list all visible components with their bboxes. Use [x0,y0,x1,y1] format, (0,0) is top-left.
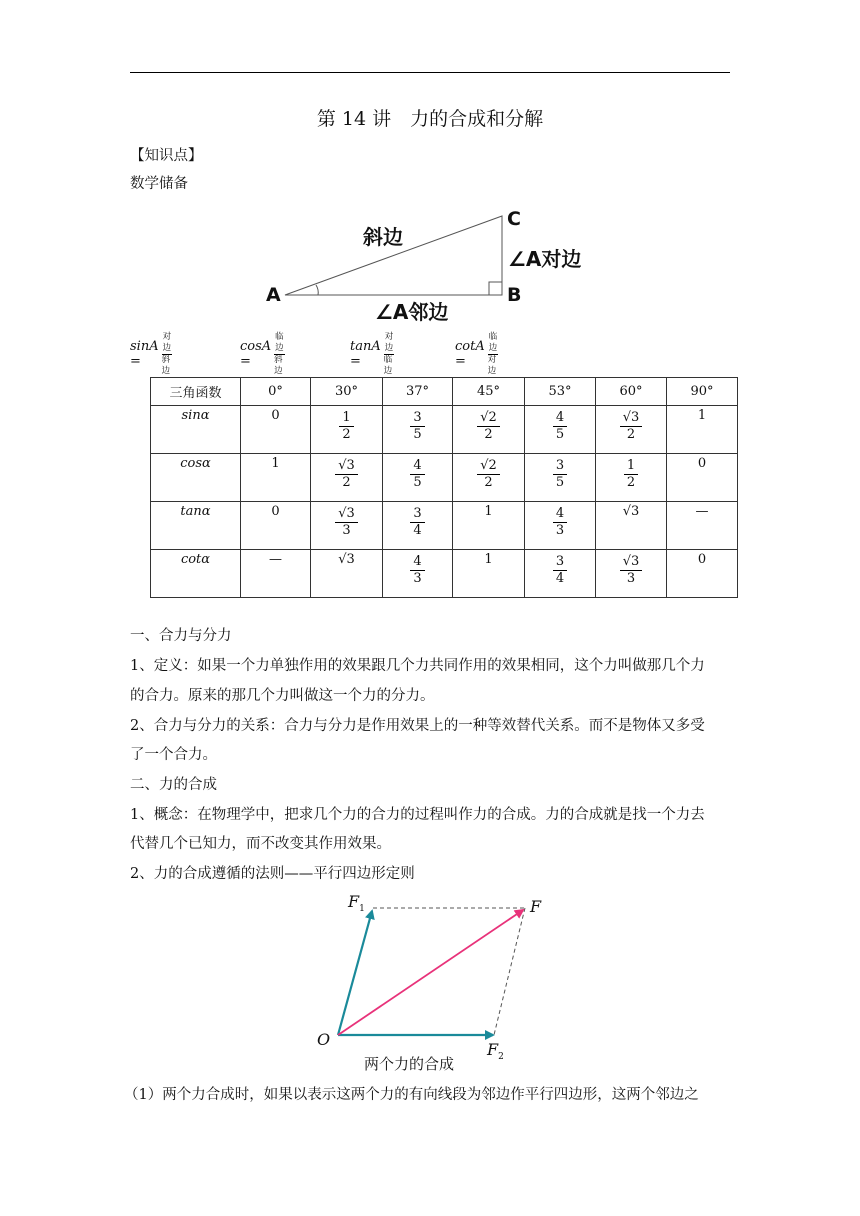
fraction-value: $\frac{4}{5}$ [410,458,424,491]
cos-formula: cosA = 临边 斜边 [240,331,284,376]
table-cell [311,502,383,550]
table-row-function: cotα [151,550,241,598]
fraction-value: $\frac{1}{2}$ [624,458,638,491]
section-heading-1: 一、合力与分力 [130,628,232,644]
table-row [151,550,738,598]
table-cell: 0 [667,454,738,502]
table-cell [525,502,596,550]
table-cell: 1 [453,502,525,550]
cot-formula: cotA = 临边 对边 [455,331,498,376]
opposite-side-label: ∠A对边 [508,247,582,271]
fraction-value: $\frac{3}{4}$ [410,506,424,539]
table-cell [311,406,383,454]
fraction-value: $\frac{√3}{2}$ [335,458,358,491]
f1-label: $F_1$ [348,892,365,915]
hypotenuse-label: 斜边 [363,225,403,249]
fraction-value: $\frac{4}{3}$ [410,554,424,587]
table-cell [525,454,596,502]
table-cell [383,454,453,502]
fraction-value: $\frac{3}{5}$ [410,410,424,443]
table-cell [525,550,596,598]
tan-formula: tanA = 对边 临边 [350,331,394,376]
fraction-value: $\frac{√2}{2}$ [477,458,500,491]
fraction-value: $\frac{4}{5}$ [553,410,567,443]
fraction-value: $\frac{√3}{3}$ [620,554,643,587]
table-cell [453,406,525,454]
table-cell [383,406,453,454]
table-cell: — [241,550,311,598]
table-header-angle: 60° [596,378,667,406]
table-cell: 1 [241,454,311,502]
section-tag: 【知识点】 [130,148,203,164]
table-cell: 0 [667,550,738,598]
table-header-label: 三角函数 [151,378,241,406]
table-cell [596,454,667,502]
resultant-vector [338,910,523,1035]
table-row-function: cosα [151,454,241,502]
fraction-value: $\frac{4}{3}$ [553,506,567,539]
table-header-angle: 0° [241,378,311,406]
vertex-a-label: A [266,284,281,306]
fraction-value: $\frac{3}{4}$ [553,554,567,587]
table-cell: 0 [241,502,311,550]
table-cell: 1 [667,406,738,454]
table-header-angle: 53° [525,378,596,406]
table-cell [311,454,383,502]
table-row [151,406,738,454]
rule-line: 2、力的合成遵循的法则——平行四边形定则 [130,866,415,882]
fraction-value: $\frac{√2}{2}$ [477,410,500,443]
concept-line-1: 1、概念：在物理学中，把求几个力的合力的过程叫作力的合成。力的合成就是找一个力去 [130,807,705,823]
resultant-label: F [530,897,542,916]
table-cell [525,406,596,454]
table-cell: 0 [241,406,311,454]
table-cell: — [667,502,738,550]
table-cell: 1 [453,550,525,598]
table-row-function: sinα [151,406,241,454]
table-header-angle: 37° [383,378,453,406]
fraction-value: $\frac{3}{5}$ [553,458,567,491]
table-header-angle: 45° [453,378,525,406]
adjacent-side-label: ∠A邻边 [375,300,449,324]
table-row [151,502,738,550]
trig-value-table [150,377,738,598]
right-triangle-diagram [0,0,860,340]
f2-label: $F_2$ [487,1040,504,1063]
table-cell: √3 [311,550,383,598]
definition-line-1: 1、定义：如果一个力单独作用的效果跟几个力共同作用的效果相同，这个力叫做那几个力 [130,658,705,674]
table-cell: √3 [596,502,667,550]
section-heading-2: 二、力的合成 [130,777,217,793]
concept-line-2: 代替几个已知力，而不改变其作用效果。 [130,836,391,852]
relation-line-1: 2、合力与分力的关系：合力与分力是作用效果上的一种等效替代关系。而不是物体又多受 [130,718,705,734]
table-header-angle: 30° [311,378,383,406]
fraction-value: $\frac{√3}{2}$ [620,410,643,443]
table-row [151,454,738,502]
fraction-value: $\frac{√3}{3}$ [335,506,358,539]
sin-formula: sinA = 对边 斜边 [130,331,172,376]
table-cell [383,502,453,550]
origin-label: O [317,1030,331,1049]
table-cell [383,550,453,598]
diagram-caption: 两个力的合成 [364,1055,455,1073]
math-prep-heading: 数学储备 [130,176,188,192]
definition-line-2: 的合力。原来的那几个力叫做这一个力的分力。 [130,688,435,704]
table-cell [596,550,667,598]
vertex-b-label: B [507,284,522,306]
table-cell [453,454,525,502]
table-header-row [151,378,738,406]
body-line-last: （1）两个力合成时，如果以表示这两个力的有向线段为邻边作平行四边形，这两个邻边之 [124,1087,699,1103]
fraction-value: $\frac{1}{2}$ [339,410,353,443]
table-header-angle: 90° [667,378,738,406]
page-title: 第 14 讲 力的合成和分解 [316,108,544,130]
table-cell [596,406,667,454]
relation-line-2: 了一个合力。 [130,747,217,763]
vertex-c-label: C [507,208,521,230]
table-row-function: tanα [151,502,241,550]
